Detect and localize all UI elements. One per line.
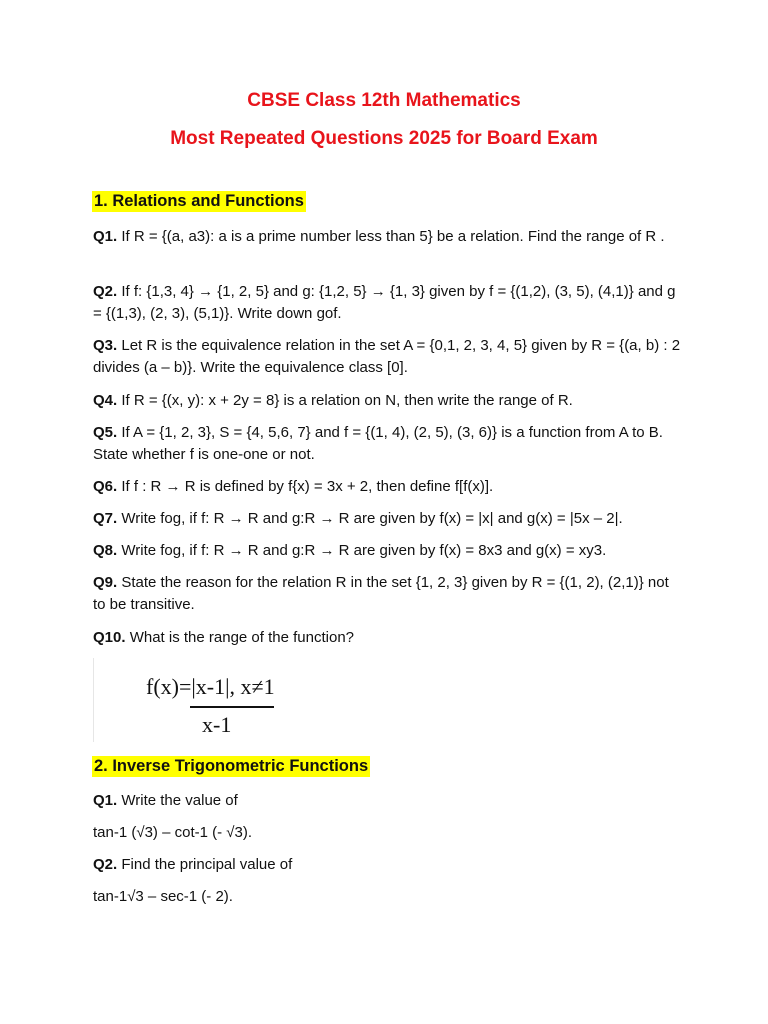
question-number: Q10. xyxy=(93,629,126,646)
question-q1-trig xyxy=(93,790,683,812)
formula-image xyxy=(93,658,277,742)
question-text: If f: {1,3, 4} → {1, 2, 5} and g: {1,2, 5} → {1, 3} given by f = {(1,2), (3, 5), (4,1)} and g = {(1,3), (2, 3), (5,1)}. Write down gof. xyxy=(93,283,676,322)
question-text: If f : R → R is defined by f{x) = 3x + 2, then define f[f(x)]. xyxy=(117,478,494,495)
question-text: If R = {(x, y): x + 2y = 8} is a relation on N, then write the range of R. xyxy=(117,392,573,409)
question-q8 xyxy=(93,540,683,562)
question-number: Q2. xyxy=(93,283,118,300)
question-number: Q8. xyxy=(93,542,118,559)
section-heading-relations: 1. Relations and Functions xyxy=(94,192,304,210)
question-number: Q6. xyxy=(93,478,118,495)
question-text: Write the value of xyxy=(117,792,238,809)
question-q2 xyxy=(93,281,683,325)
question-number: Q9. xyxy=(93,574,118,591)
question-q1 xyxy=(93,226,683,248)
question-q10 xyxy=(93,627,683,649)
question-number: Q1. xyxy=(93,228,118,245)
document-subtitle: Most Repeated Questions 2025 for Board Exam xyxy=(170,128,598,149)
question-q4 xyxy=(93,390,683,412)
question-q7 xyxy=(93,508,683,530)
question-number: Q7. xyxy=(93,510,118,527)
question-q3 xyxy=(93,335,683,379)
question-number: Q3. xyxy=(93,337,118,354)
section-heading-inverse-trig: 2. Inverse Trigonometric Functions xyxy=(94,757,369,775)
question-number: Q4. xyxy=(93,392,118,409)
document-title: CBSE Class 12th Mathematics xyxy=(247,90,521,111)
formula-numerator: f(x)=|x-1|, x≠1 xyxy=(146,674,275,699)
question-q2-expression: tan-1√3 – sec-1 (- 2). xyxy=(93,888,233,905)
question-number: Q2. xyxy=(93,856,118,873)
question-text: What is the range of the function? xyxy=(125,629,355,646)
question-text: Find the principal value of xyxy=(117,856,293,873)
question-text: If A = {1, 2, 3}, S = {4, 5,6, 7} and f = {(1, 4), (2, 5), (3, 6)} is a function from A to B. State whether f is one-one or not. xyxy=(93,424,663,463)
question-q6 xyxy=(93,476,683,498)
question-q2-trig xyxy=(93,854,683,876)
question-text: Write fog, if f: R → R and g:R → R are given by f(x) = |x| and g(x) = |5x – 2|. xyxy=(117,510,623,527)
question-q5 xyxy=(93,422,683,466)
question-number: Q1. xyxy=(93,792,118,809)
question-text: If R = {(a, a3): a is a prime number less than 5} be a relation. Find the range of R . xyxy=(117,228,665,245)
question-text: Write fog, if f: R → R and g:R → R are given by f(x) = 8x3 and g(x) = xy3. xyxy=(117,542,607,559)
question-number: Q5. xyxy=(93,424,118,441)
question-q1-expression: tan-1 (√3) – cot-1 (- √3). xyxy=(93,824,253,841)
formula-denominator: x-1 xyxy=(202,712,232,737)
question-text: Let R is the equivalence relation in the set A = {0,1, 2, 3, 4, 5} given by R = {(a, b) : 2 divides (a – b)}. Write the equivalence class [0]. xyxy=(93,337,681,376)
question-text: State the reason for the relation R in the set {1, 2, 3} given by R = {(1, 2), (2,1)} not to be transitive. xyxy=(93,574,669,613)
question-q9 xyxy=(93,572,683,616)
fraction-bar xyxy=(190,706,274,708)
